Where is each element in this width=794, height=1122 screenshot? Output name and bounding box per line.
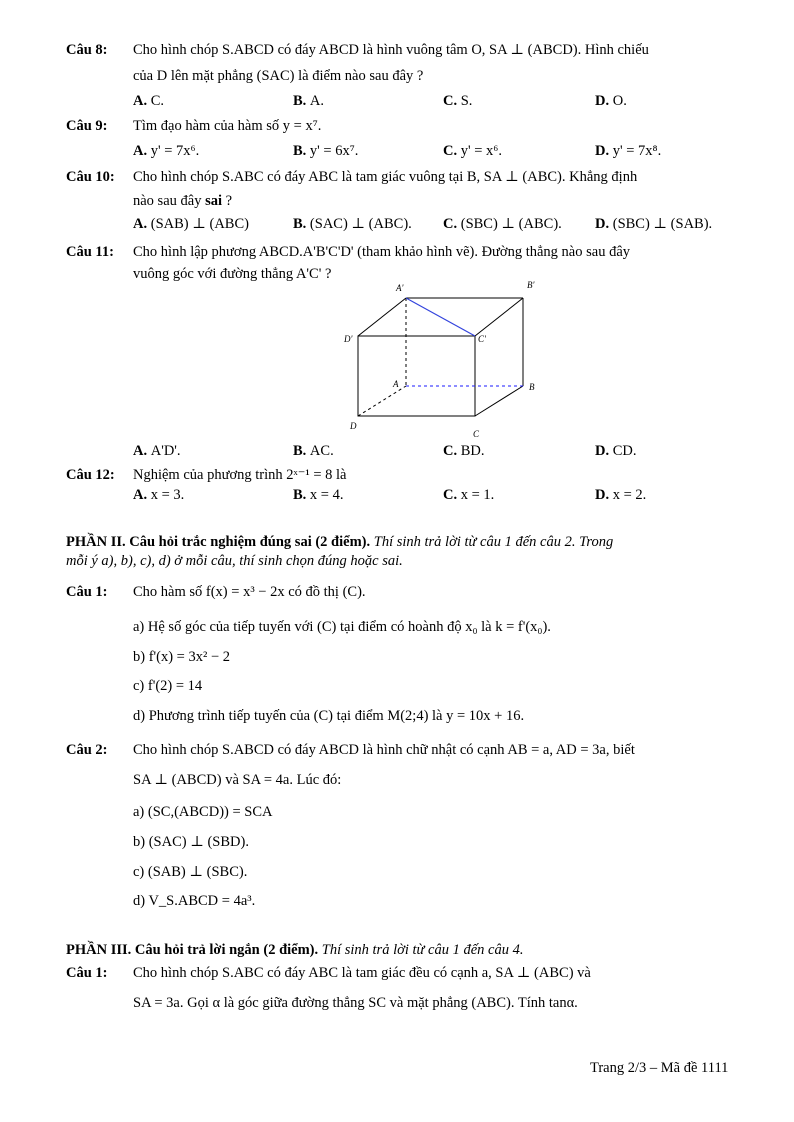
option-letter: B. [293,443,310,459]
q9-option-d [595,143,661,160]
option-letter: B. [293,143,310,159]
q11-text-line1: Cho hình lập phương ABCD.A'B'C'D' (tham khảo hình vẽ). Đường thẳng nào sau đây [133,244,631,260]
option-value: CD. [612,443,637,459]
q9-text: Tìm đạo hàm của hàm số y = x⁷. [133,118,322,134]
p2q1-item-d: d) Phương trình tiếp tuyến của (C) tại điểm M(2;4) là y = 10x + 16. [133,708,525,724]
q10-text-line1: Cho hình chóp S.ABC có đáy ABC là tam giác vuông tại B, SA ⊥ (ABC). Khẳng định [133,169,638,185]
q8-text-line1: Cho hình chóp S.ABCD có đáy ABCD là hình vuông tâm O, SA ⊥ (ABCD). Hình chiếu [133,42,649,58]
q11-option-a [133,443,181,460]
option-letter: D. [595,93,613,109]
part2-heading-line1 [66,534,613,551]
part3-note: Thí sinh trả lời từ câu 1 đến câu 4. [321,942,524,958]
q12-label: Câu 12: [66,467,115,483]
option-value: x = 2. [612,487,647,503]
cube-hidden-edges [358,298,523,416]
q12-option-c [443,487,494,504]
part3-heading [66,942,524,959]
option-letter: A. [133,487,151,503]
option-letter: D. [595,443,613,459]
option-value: x = 3. [150,487,185,503]
p2q2-item-a: a) (SC,(ABCD)) = SCA [133,804,273,820]
q8-option-d [595,93,627,110]
option-letter: A. [133,143,151,159]
vertex-label-d1: D' [344,334,353,344]
option-value: x = 4. [309,487,344,503]
p2q1-label: Câu 1: [66,584,108,600]
page-footer: Trang 2/3 – Mã đề 1111 [590,1060,729,1076]
q10-text-line2-bold: sai [205,193,222,209]
q9-label: Câu 9: [66,118,108,134]
q10-text-line2 [133,193,232,210]
q9-option-a [133,143,199,160]
vertex-label-c1: C' [478,334,486,344]
p2q2-label: Câu 2: [66,742,108,758]
q10-option-d [595,216,712,233]
p3q1-label: Câu 1: [66,965,108,981]
option-letter: C. [443,143,461,159]
cube-figure [330,280,560,442]
option-letter: C. [443,443,461,459]
option-value: BD. [460,443,485,459]
option-letter: D. [595,216,613,232]
p2q2-item-d: d) V_S.ABCD = 4a³. [133,893,256,909]
q10-option-c [443,216,562,233]
part3-title: PHẦN III. Câu hỏi trả lời ngắn (2 điểm). [66,942,319,958]
q8-text-line2: của D lên mặt phẳng (SAC) là điểm nào sau đây ? [133,68,424,84]
q11-text-line2: vuông góc với đường thẳng A'C' ? [133,266,332,282]
p2q2-item-c: c) (SAB) ⊥ (SBC). [133,864,248,880]
option-letter: B. [293,216,310,232]
option-value: AC. [309,443,334,459]
option-value: (SAB) ⊥ (ABC) [150,216,249,232]
q8-option-b [293,93,324,110]
segment-a1c1 [406,298,475,336]
option-value: (SAC) ⊥ (ABC). [309,216,412,232]
cube-visible-edges [358,298,523,416]
q11-option-c [443,443,485,460]
option-value: A'D'. [150,443,181,459]
option-letter: B. [293,487,310,503]
vertex-label-a: A [393,379,399,389]
option-letter: C. [443,93,461,109]
option-value: C. [150,93,165,109]
vertex-label-b1: B' [527,280,535,290]
part2-note-line2: mỗi ý a), b), c), d) ở mỗi câu, thí sinh chọn đúng hoặc sai. [66,553,403,569]
p2q2-text-line1: Cho hình chóp S.ABCD có đáy ABCD là hình chữ nhật có cạnh AB = a, AD = 3a, biết [133,742,635,758]
q12-text: Nghiệm của phương trình 2ˣ⁻¹ = 8 là [133,467,347,483]
q12-option-d [595,487,646,504]
vertex-label-a1: A' [396,283,404,293]
option-value: y' = 7x⁶. [150,143,200,159]
option-letter: D. [595,487,613,503]
option-letter: A. [133,443,151,459]
p2q1-item-c: c) f'(2) = 14 [133,678,203,694]
q9-option-c [443,143,502,160]
q10-option-b [293,216,412,233]
p2q1-text: Cho hàm số f(x) = x³ − 2x có đồ thị (C). [133,584,366,600]
option-value: y' = x⁶. [460,143,502,159]
option-letter: C. [443,487,461,503]
q8-option-c [443,93,472,110]
q8-label: Câu 8: [66,42,108,58]
option-letter: A. [133,93,151,109]
q10-label: Câu 10: [66,169,115,185]
q10-text-line2-post: ? [222,193,233,209]
option-value: (SBC) ⊥ (SAB). [612,216,713,232]
option-letter: B. [293,93,310,109]
vertex-label-c: C [473,429,480,439]
part2-note-line1: Thí sinh trả lời từ câu 1 đến câu 2. Trong [373,534,614,550]
p3q1-text-line1: Cho hình chóp S.ABC có đáy ABC là tam giác đều có cạnh a, SA ⊥ (ABC) và [133,965,591,981]
option-value: y' = 6x⁷. [309,143,359,159]
option-letter: D. [595,143,613,159]
vertex-label-d: D [350,421,357,431]
p3q1-text-line2: SA = 3a. Gọi α là góc giữa đường thẳng SC và mặt phẳng (ABC). Tính tanα. [133,995,578,1011]
q12-option-b [293,487,343,504]
p2q1-item-b: b) f'(x) = 3x² − 2 [133,649,231,665]
q10-text-line2-pre: nào sau đây [133,193,206,209]
q11-option-b [293,443,334,460]
option-letter: A. [133,216,151,232]
option-value: x = 1. [460,487,495,503]
p2q2-item-b: b) (SAC) ⊥ (SBD). [133,834,249,850]
option-value: O. [612,93,627,109]
option-value: S. [460,93,473,109]
q11-option-d [595,443,637,460]
option-value: A. [309,93,325,109]
option-value: (SBC) ⊥ (ABC). [460,216,562,232]
p2q2-text-line2: SA ⊥ (ABCD) và SA = 4a. Lúc đó: [133,772,342,788]
q11-label: Câu 11: [66,244,114,260]
option-letter: C. [443,216,461,232]
part2-title: PHẦN II. Câu hỏi trắc nghiệm đúng sai (2 điểm). [66,534,371,550]
q8-option-a [133,93,164,110]
q9-option-b [293,143,358,160]
q10-option-a [133,216,249,233]
q12-option-a [133,487,184,504]
option-value: y' = 7x⁸. [612,143,662,159]
p2q1-item-a: a) Hệ số góc của tiếp tuyến với (C) tại điểm có hoành độ x₀ là k = f'(x₀). [133,619,551,635]
vertex-label-b: B [529,382,535,392]
